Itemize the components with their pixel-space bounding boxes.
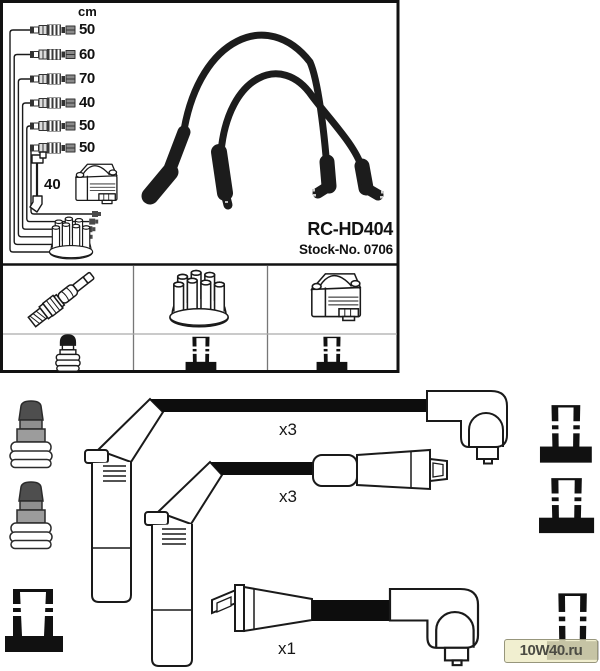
distributor-boot-elbow-1	[427, 391, 507, 464]
product-code: RC-HD404	[307, 219, 393, 239]
ignition-coil-icon-small	[76, 164, 117, 203]
photo-boot-elbow-right2	[362, 166, 384, 199]
product-photo-wires	[150, 35, 384, 205]
length-label-2: 60	[79, 46, 95, 63]
coil-terminal-icon-1	[186, 337, 217, 372]
coil-terminal-icon-2	[317, 337, 348, 372]
coil-terminal-right-1	[540, 405, 592, 463]
photo-boot-elbow-right1	[312, 162, 329, 197]
coil-wire-length-label: 40	[44, 176, 61, 193]
count-label-wire1: x3	[279, 420, 297, 439]
distributor-boot-elbow-2	[390, 589, 478, 665]
coil-terminal-right-2	[539, 478, 594, 533]
cable-glyph-row2	[30, 49, 75, 60]
cable-glyph-row4	[30, 98, 75, 109]
photo-boot-straight	[219, 152, 228, 205]
length-label-3: 70	[79, 70, 95, 87]
plug-boot-gray-1	[10, 401, 52, 468]
plug-terminal-nut-icon	[56, 335, 80, 371]
stock-number: Stock-No. 0706	[299, 242, 393, 257]
distributor-cap-icon	[170, 271, 228, 327]
count-label-coilwire: x1	[278, 639, 296, 658]
cable-glyph-row3	[30, 74, 75, 85]
photo-boot-elbow-left	[150, 132, 184, 196]
plug-boot-gray-2	[10, 482, 52, 549]
ignition-coil-icon	[312, 274, 361, 321]
coil-connector-cone	[212, 585, 312, 631]
coil-wire	[312, 600, 392, 621]
distributor-connector-straight	[313, 450, 447, 489]
ignition-wire-2	[210, 462, 315, 475]
length-label-4: 40	[79, 94, 95, 111]
length-label-6: 50	[79, 139, 95, 156]
ignition-wire-1	[150, 399, 427, 412]
long-boot-2	[145, 462, 222, 666]
cable-glyph-row1	[30, 25, 75, 36]
cable-glyph-row6	[30, 143, 75, 154]
count-label-wire2: x3	[279, 487, 297, 506]
watermark: 10W40.ru	[504, 639, 598, 663]
spark-plug-icon	[27, 269, 97, 328]
cable-glyph-row5	[30, 121, 75, 132]
coil-terminal-large	[5, 589, 63, 652]
distributor-cap-icon-small	[49, 217, 92, 259]
unit-label: cm	[78, 4, 97, 19]
kit-drawing	[5, 391, 598, 666]
length-label-5: 50	[79, 117, 95, 134]
length-label-1: 50	[79, 21, 95, 38]
